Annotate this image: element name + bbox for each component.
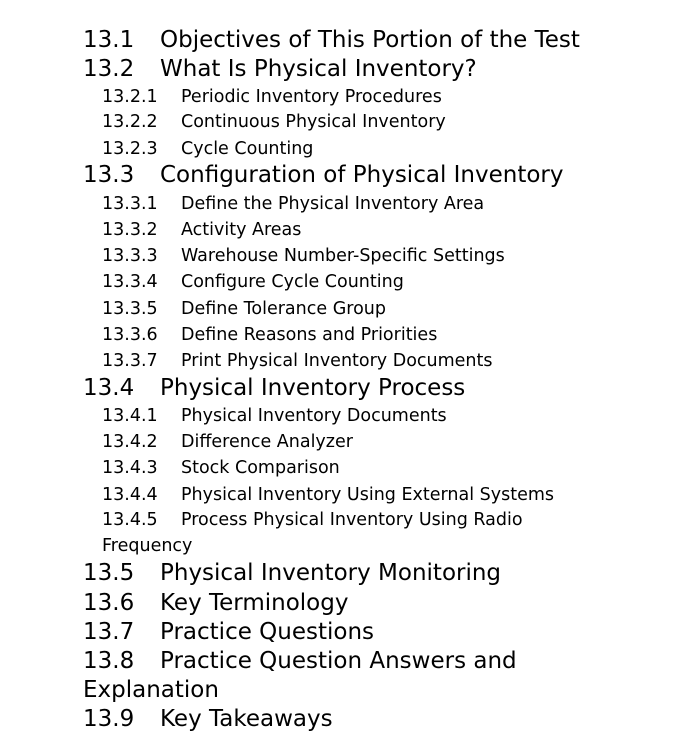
section-number: 13.4 — [83, 375, 135, 401]
section-number: 13.5 — [83, 560, 135, 586]
section-number: 13.3.3 — [102, 246, 158, 266]
section-title: Activity Areas — [181, 220, 302, 240]
toc-entry-13-3[interactable] — [83, 161, 564, 190]
toc-entry-13-1[interactable] — [83, 26, 580, 55]
section-title: Configuration of Physical Inventory — [160, 162, 564, 188]
section-number: 13.3.7 — [102, 351, 158, 371]
section-title: Periodic Inventory Procedures — [181, 87, 442, 107]
section-number: 13.4.4 — [102, 485, 158, 505]
section-title: Physical Inventory Monitoring — [160, 560, 502, 586]
section-number: 13.2.2 — [102, 112, 158, 132]
section-title: Print Physical Inventory Documents — [181, 351, 493, 371]
toc-entry-13-2-3[interactable] — [102, 136, 313, 162]
toc-entry-13-6[interactable] — [83, 589, 348, 618]
toc-entry-13-4-3[interactable] — [102, 455, 340, 481]
toc-entry-13-3-1[interactable] — [102, 191, 484, 217]
section-number: 13.2.3 — [102, 139, 158, 159]
toc-entry-13-4-5[interactable] — [102, 507, 602, 559]
section-title: Continuous Physical Inventory — [181, 112, 446, 132]
section-number: 13.3.2 — [102, 220, 158, 240]
section-number: 13.3.5 — [102, 299, 158, 319]
section-number: 13.4.2 — [102, 432, 158, 452]
section-number: 13.4.1 — [102, 406, 158, 426]
section-title: Key Takeaways — [160, 706, 333, 732]
section-title: Difference Analyzer — [181, 432, 353, 452]
toc-entry-13-4-2[interactable] — [102, 429, 353, 455]
section-number: 13.2.1 — [102, 87, 158, 107]
toc-entry-13-3-6[interactable] — [102, 322, 437, 348]
section-title: Cycle Counting — [181, 139, 314, 159]
section-title: Practice Question Answers and Explanation — [83, 648, 517, 703]
section-number: 13.9 — [83, 706, 135, 732]
toc-entry-13-3-5[interactable] — [102, 296, 386, 322]
toc-entry-13-3-2[interactable] — [102, 217, 301, 243]
section-title: Physical Inventory Using External Systems — [181, 485, 554, 505]
section-number: 13.7 — [83, 619, 135, 645]
section-number: 13.3 — [83, 162, 135, 188]
section-title: Define Reasons and Priorities — [181, 325, 438, 345]
section-title: Physical Inventory Process — [160, 375, 466, 401]
section-title: Process Physical Inventory Using Radio Frequency — [102, 510, 523, 556]
section-title: Key Terminology — [160, 590, 349, 616]
section-number: 13.2 — [83, 56, 135, 82]
toc-entry-13-8[interactable] — [83, 647, 623, 705]
section-number: 13.3.4 — [102, 272, 158, 292]
toc-entry-13-9[interactable] — [83, 705, 333, 734]
section-number: 13.3.6 — [102, 325, 158, 345]
toc-entry-13-4-1[interactable] — [102, 403, 447, 429]
section-number: 13.4.5 — [102, 510, 158, 530]
section-number: 13.6 — [83, 590, 135, 616]
toc-entry-13-3-7[interactable] — [102, 348, 493, 374]
section-title: Define the Physical Inventory Area — [181, 194, 485, 214]
section-number: 13.8 — [83, 648, 135, 674]
section-title: Stock Comparison — [181, 458, 340, 478]
toc-entry-13-2-2[interactable] — [102, 109, 446, 135]
section-title: Warehouse Number-Specific Settings — [181, 246, 505, 266]
toc-entry-13-2-1[interactable] — [102, 84, 442, 110]
toc-entry-13-7[interactable] — [83, 618, 374, 647]
section-title: Configure Cycle Counting — [181, 272, 404, 292]
toc-entry-13-4[interactable] — [83, 374, 465, 403]
toc-entry-13-4-4[interactable] — [102, 482, 554, 508]
toc-entry-13-3-3[interactable] — [102, 243, 505, 269]
toc-entry-13-5[interactable] — [83, 559, 501, 588]
section-title: Physical Inventory Documents — [181, 406, 447, 426]
section-title: Objectives of This Portion of the Test — [160, 27, 580, 53]
section-number: 13.4.3 — [102, 458, 158, 478]
section-title: Practice Questions — [160, 619, 375, 645]
section-title: What Is Physical Inventory? — [160, 56, 477, 82]
toc-entry-13-2[interactable] — [83, 55, 477, 84]
section-title: Define Tolerance Group — [181, 299, 386, 319]
section-number: 13.3.1 — [102, 194, 158, 214]
section-number: 13.1 — [83, 27, 135, 53]
toc-entry-13-3-4[interactable] — [102, 269, 404, 295]
